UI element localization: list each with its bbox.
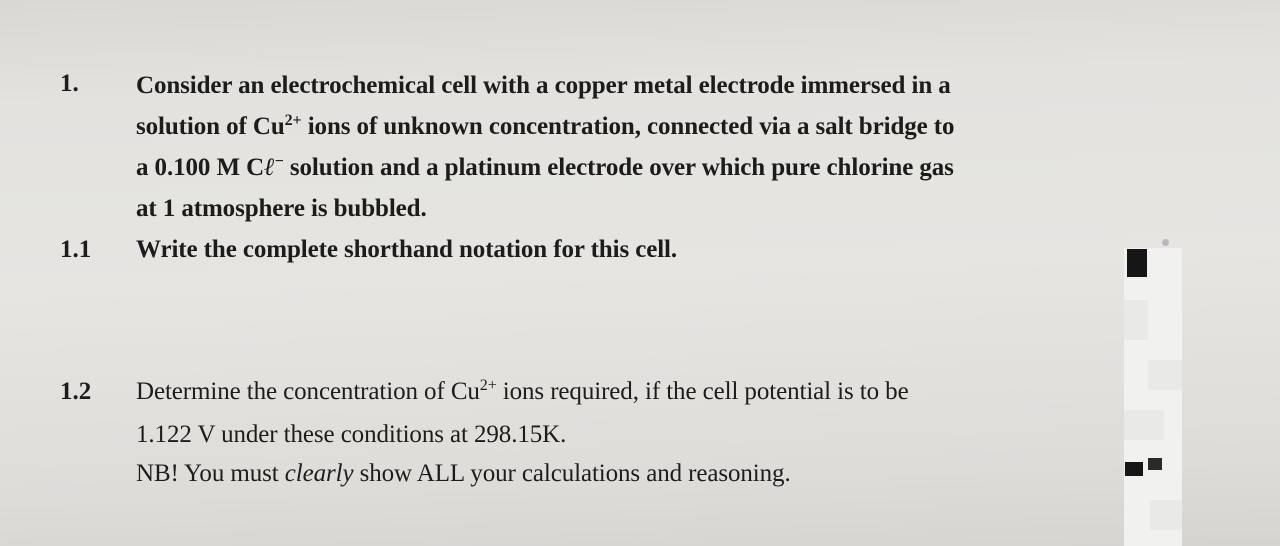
question-text-line: [136, 113, 954, 141]
question-text-line: [136, 154, 954, 182]
question-number: 1.: [60, 70, 79, 97]
superscript: −: [274, 153, 284, 170]
emphasis-text: clearly: [284, 460, 354, 487]
question-text-line: Consider an electrochemical cell with a copper metal electrode immersed in a: [136, 72, 951, 99]
question-text-line: 1.122 V under these conditions at 298.15K.: [136, 421, 567, 448]
question-text-line: at 1 atmosphere is bubbled.: [136, 195, 427, 222]
text-segment: solution and a platinum electrode over which pure chlorine gas: [283, 154, 954, 181]
question-text-line: [136, 378, 909, 406]
text-segment: ions required, if the cell potential is to be: [496, 378, 909, 405]
script-ell: ℓ: [264, 154, 275, 181]
superscript: 2+: [479, 377, 497, 394]
text-segment: Determine the concentration of Cu: [136, 378, 480, 405]
question-text-line: Write the complete shorthand notation for this cell.: [136, 236, 678, 263]
question-number: 1.1: [60, 236, 92, 263]
question-number: 1.2: [60, 378, 92, 405]
question-text-line: [136, 460, 791, 488]
text-segment: ions of unknown concentration, connected via a salt bridge to: [301, 113, 955, 140]
text-segment: NB! You must: [136, 460, 285, 487]
text-segment: solution of Cu: [136, 113, 285, 140]
text-segment: a 0.100 M C: [136, 154, 265, 181]
superscript: 2+: [284, 112, 302, 129]
text-segment: show ALL your calculations and reasoning.: [353, 460, 791, 487]
